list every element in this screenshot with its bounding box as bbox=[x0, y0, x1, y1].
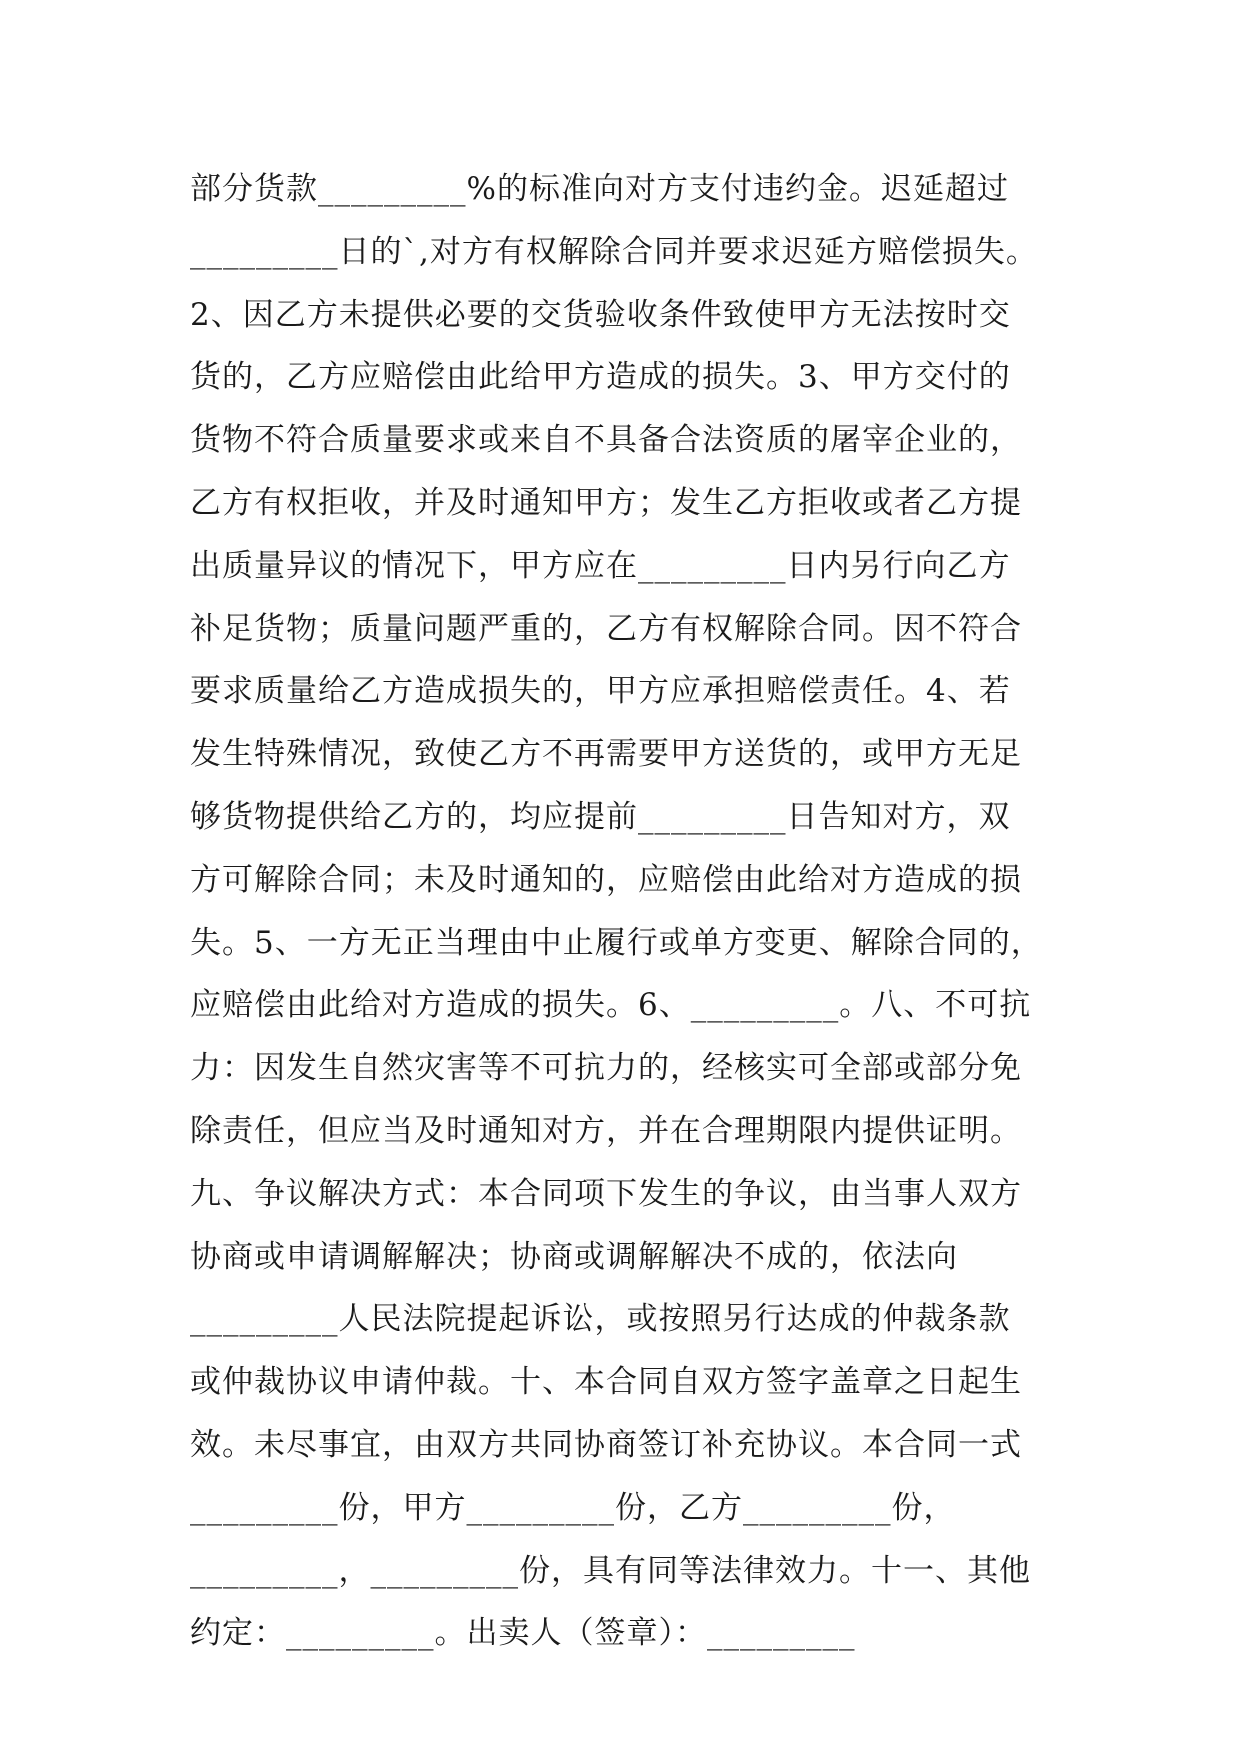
contract-text-body bbox=[190, 158, 1050, 1665]
text-line: 发生特殊情况，致使乙方不再需要甲方送货的，或甲方无足 bbox=[190, 736, 1022, 773]
text-line: 要求质量给乙方造成损失的，甲方应承担赔偿责任。4、若 bbox=[190, 673, 1011, 710]
text-line: 部分货款_________%的标准向对方支付违约金。迟延超过 bbox=[190, 171, 1009, 207]
text-line: _________份，甲方_________份，乙方_________份， bbox=[190, 1489, 956, 1526]
text-line: 除责任，但应当及时通知对方，并在合理期限内提供证明。 bbox=[190, 1112, 1022, 1149]
text-line: 2、因乙方未提供必要的交货验收条件致使甲方无法按时交 bbox=[190, 296, 1011, 333]
text-line: 或仲裁协议申请仲裁。十、本合同自双方签字盖章之日起生 bbox=[190, 1364, 1022, 1401]
text-line: 够货物提供给乙方的，均应提前_________日告知对方，双 bbox=[190, 798, 1011, 835]
text-line: 约定：_________。出卖人（签章）：_________ bbox=[190, 1615, 856, 1652]
text-line: 效。未尽事宜，由双方共同协商签订补充协议。本合同一式 bbox=[190, 1426, 1022, 1463]
text-line: 应赔偿由此给对方造成的损失。6、_________。八、不可抗 bbox=[190, 987, 1032, 1024]
text-line: _________，_________份，具有同等法律效力。十一、其他 bbox=[190, 1552, 1031, 1589]
text-line: _________人民法院提起诉讼，或按照另行达成的仲裁条款 bbox=[190, 1301, 1011, 1338]
text-line: 协商或申请调解解决；协商或调解解决不成的，依法向 bbox=[190, 1238, 958, 1275]
text-line: _________日的`,对方有权解除合同并要求迟延方赔偿损失。 bbox=[190, 233, 1038, 270]
text-line: 方可解除合同；未及时通知的，应赔偿由此给对方造成的损 bbox=[190, 861, 1022, 898]
text-line: 货物不符合质量要求或来自不具备合法资质的屠宰企业的， bbox=[190, 422, 1022, 459]
text-line: 力：因发生自然灾害等不可抗力的，经核实可全部或部分免 bbox=[190, 1050, 1022, 1087]
text-line: 货的，乙方应赔偿由此给甲方造成的损失。3、甲方交付的 bbox=[190, 359, 1011, 396]
text-line: 乙方有权拒收，并及时通知甲方；发生乙方拒收或者乙方提 bbox=[190, 484, 1022, 521]
text-line: 补足货物；质量问题严重的，乙方有权解除合同。因不符合 bbox=[190, 610, 1022, 647]
text-line: 失。5、一方无正当理由中止履行或单方变更、解除合同的， bbox=[190, 924, 1043, 961]
text-line: 九、争议解决方式：本合同项下发生的争议，由当事人双方 bbox=[190, 1175, 1022, 1212]
text-line: 出质量异议的情况下，甲方应在_________日内另行向乙方 bbox=[190, 547, 1011, 584]
